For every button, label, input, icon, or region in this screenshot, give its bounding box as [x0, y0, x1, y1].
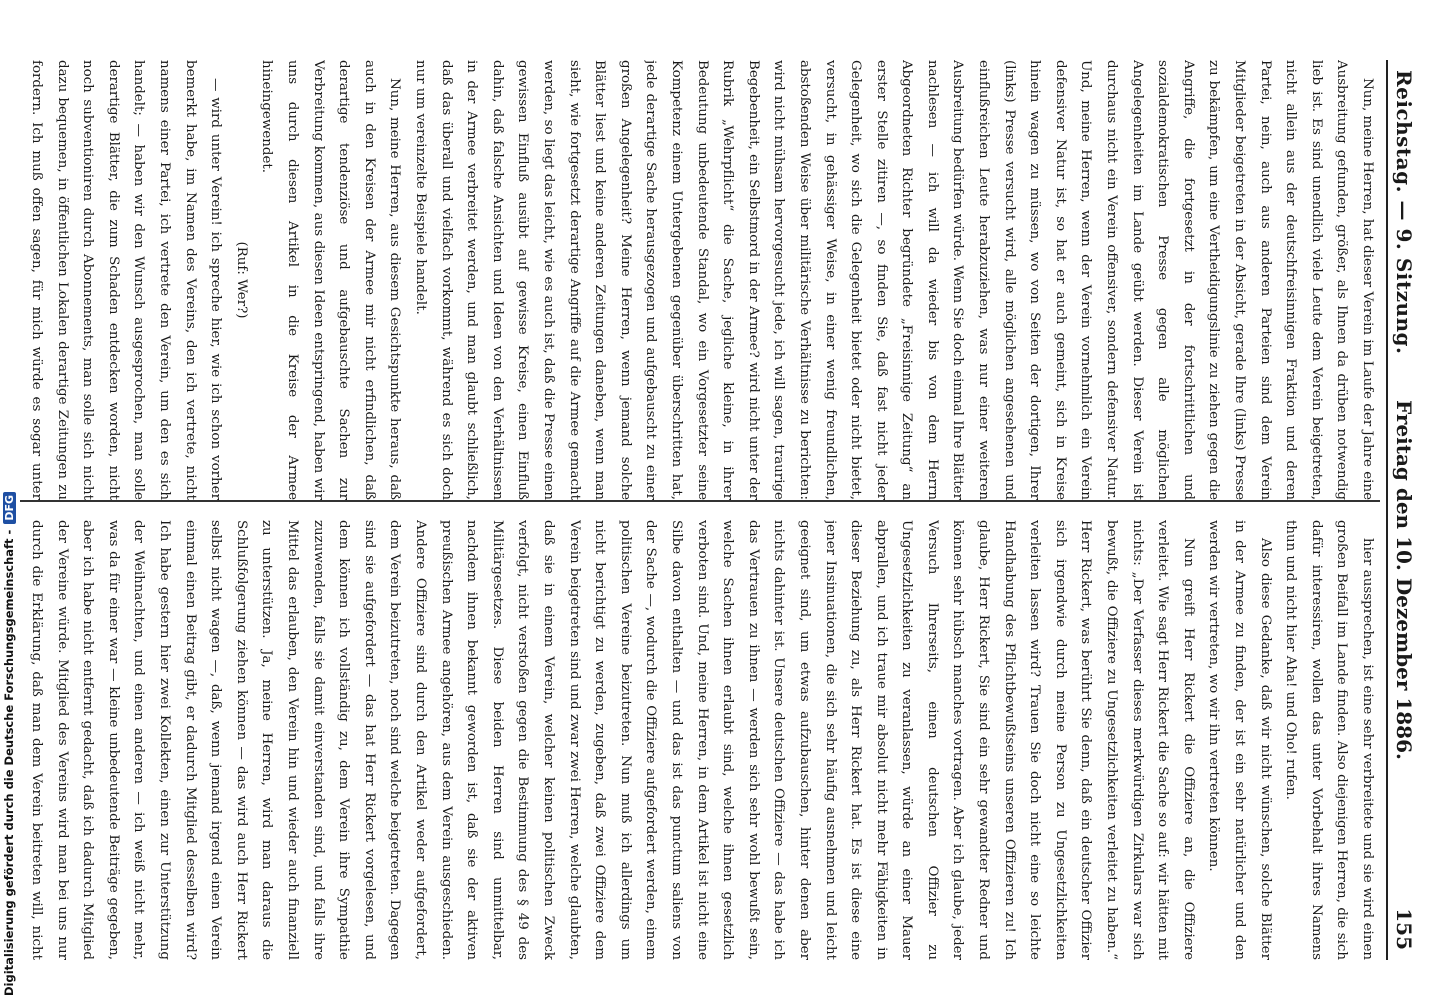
header-date: Freitag den 10. Dezember 1886. [1392, 400, 1416, 760]
credit-text: Digitalisierung gefördert durch die Deutsche Forschungsgemeinschaft - [2, 529, 16, 996]
dfg-logo: DFG [3, 492, 16, 524]
paragraph: — wird unter Verein! ich spreche hier, wie ich schon vorher bemerkt habe, im Namen des Vereins, den ich vertrete, nicht namens einer Partei, ich vertrete den Verein, um den es sich handelt; — haben wir den Wunsch ausgesprochen, man solle derartige Blätter, die zum Schaden entdecken worden, nicht noch subventioniren durch Abonnements, man solle sich nicht dazu bequemen, in öffentlichen Lokalen derartige Zeitungen zu fordern. Ich muß offen sagen, für mich würde es sogar unter [29, 60, 224, 500]
right-column [20, 520, 1380, 960]
header-session: Reichstag. — 9. Sitzung. [1392, 70, 1416, 355]
paragraph: Nun, meine Herren, hat dieser Verein im Laufe der Jahre eine Ausbreitung gefunden, größer, als Ihnen da drüben notwendig lieb ist. Es sind unendlich viele Leute dem Verein beigetreten, nicht allein aus der deutschfreisinnigen Fraktion und deren Partei, nein, auch aus anderen Parteien sind dem Verein Mitglieder beigetreten in der Absicht, gerade Ihre (links) Presse zu bekämpfen, um eine Vertheidigungslinie zu ziehen gegen die Angriffe, die fortgesetzt in der fortschrittlichen und sozialdemokratischen Presse gegen alle möglichen Angelegenheiten im Lande geübt werden. Dieser Verein ist durchaus nicht ein Verein offensiver, sondern defensiver Natur. Und, meine Herren, wenn der Verein vornehmlich ein Verein defensiver Natur ist, so hat er auch gemeint, sich in Kreise hinein wagen zu müssen, wo von Seiten der dortigen, Ihrer (links) Presse versucht wird, alle möglichen angesehenen und einflußreichen Leute herabzuziehen, was nur einer weiteren Ausbreitung bedürfen würde. Wenn Sie doch einmal Ihre Blätter nachlesen — ich will da wieder bis von dem Herrn Abgeordneten Richter begründete „Freisinnige Zeitung“ an erster Stelle zitiren —, so finden Sie, daß fast nicht jeder Gelegenheit, wo sich die Gelegenheit bietet oder nicht bietet, versucht, in gehässiger Weise, in einer wenig freundlichen, abstoßenden Weise über militärische Verhältnisse zu berichten: wird nicht mühsam hervorgesucht jede, ich will sagen, traurige Begebenheit, ein Selbstmord in der Armee? wird nicht unter der Rubrik „Wehrpflicht“ die Sache, jegliche kleine, in ihrer Bedeutung unbedeutende Standal, wo ein Vorgesetzter seine Kompetenz einem Untergebenen gegenüber überschritten hat, jede derartige Sache herausgezogen und aufgebauscht zu einer großen Angelegenheit? Meine Herren, wenn jemand solche Blätter liest und keine anderen Zeitungen daneben, wenn man sieht, wie fortgesetzt derartige Angriffe auf die Armee gemacht werden, so liegt das leicht, wie es auch ist, daß die Presse einen gewissen Einfluß ausübt auf gewisse Kreise, einen Einfluß dahin, daß falsche Ansichten und Ideen von den Verhältnissen in der Armee verbreitet werden, und man glaubt schließlich, daß das überall und vielfach vorkommt, während es sich doch nur um vereinzelte Beispiele handelt. [413, 60, 1375, 500]
paragraph: hier aussprechen, ist eine sehr verbreitete und sie wird einen großen Beifall im Lande finden. Also diejenigen Herren, die sich dafür interessiren, wollen das unter Vorbehalt ihres Namens thun und nicht hier Aha! und Oho! rufen. [1283, 520, 1375, 960]
paragraph: Also diese Gedanke, daß wir nicht wünschen, solche Blätter in der Armee zu finden, der ist ein sehr natürlicher und den werden wir vertreten, wo wir ihn vertreten können. [1206, 520, 1273, 960]
page-header [1390, 70, 1420, 950]
paragraph: Nun greift Herr Rickert die Offiziere an, die Offiziere verleitet. Wie sagt Herr Rickert die Sache so auf: wir hätten mit nichts: „Der Verfasser dieses merkwürdigen Zirkulars war sich bewußt, die Offiziere zu Ungesetzlichkeiten verleitet zu haben.“ Herr Rickert, was berührt Sie denn, daß ein deutscher Offizier sich irgendwie durch meine Person zu Ungesetzlichkeiten verleiten lassen wird? Trauen Sie doch nicht eine so leichte Handhabung des Pflichtbewußtseins unseren Offizieren zu! Ich glaube, Herr Rickert, Sie sind ein sehr gewandter Redner und können sehr hübsch manches vortragen. Aber ich glaube, jeder Versuch Ihrerseits, einen deutschen Offizier zu Ungesetzlichkeiten zu veranlassen, würde an einer Mauer abprallen, und ich traue mir absolut nicht mehr Fähigkeiten in dieser Beziehung zu, als Herr Rickert hat. Es ist diese eine jener Insinuationen, die sich sehr häufig ausnehmen und leicht geeignet sind, um etwas aufzubauschen, hinter denen aber nichts dahinter ist. Unsere deutschen Offiziere — das habe ich das Vertrauen zu ihnen — werden sich sehr wohl bewußt sein, welche Sachen ihnen erlaubt sind, welche ihnen gesetzlich verboten sind. Und, meine Herren, in dem Artikel ist nicht eine Silbe davon enthalten — und das ist das punctum saliens von der Sache —, wodurch die Offiziere aufgefordert werden, einem politischen Vereine beizutreten. Nun muß ich allerdings um nicht berichtigt zu werden, zugeben, daß zwei Offiziere dem Verein beigetreten sind und zwar zwei Herren, welche glaubten, daß sie in einem Verein, welcher keinen politischen Zweck verfolgt, nicht verstoßen gegen die Bestimmung des § 49 des Militärgesetzes. Diese beiden Herren sind unmittelbar, nachdem ihnen bekannt geworden ist, daß sie der aktiven preußischen Armee angehören, aus dem Verein ausgeschieden. Andere Offiziere sind durch den Artikel weder aufgefordert, dem Verein beizutreten, noch sind welche beigetreten. Dagegen sind sie aufgefordert — das hat Herr Rickert vorgelesen, und dem können ich vollständig zu, dem Verein ihre Sympathie zuzuwenden, falls sie damit einverstanden sind, und falls ihre Mittel das erlauben, den Verein hin und wieder auch finanziell zu unterstützen. Ja, meine Herren, wird man daraus die Schlußfolgerung ziehen können — das wird auch Herr Rickert selbst nicht wagen —, daß, wenn jemand irgend einen Verein einmal einen Beitrag gibt, er dadurch Mitglied desselben wird? Ich habe gestern hier zwei Kollekten, einen zur Unterstützung der Weihnachten, und einen anderen — ich weiß nicht mehr, was da für einer war — kleine unbedeutende Beiträge gegeben, aber ich habe nicht entfernt gedacht, daß ich dadurch Mitglied der Vereine würde. Mitglied des Vereins wird man bei uns nur durch die Erklärung, daß man dem Verein beitreten will, nicht [29, 520, 1196, 960]
left-column [20, 60, 1380, 500]
paragraph: (Ruf: Wer?) [233, 241, 249, 319]
page-number: 155 [1392, 908, 1416, 950]
header-rule [1386, 60, 1388, 960]
column-divider [20, 500, 1380, 502]
paragraph: Nun, meine Herren, aus diesem Gesichtspunkte heraus, daß auch in den Kreisen der Armee mir nicht erfindlichen, daß derartige tendenziöse und aufgebauschte Sachen zur Verbreitung kommen, aus diesen Ideen entspringend, haben wir uns durch diesen Artikel in die Kreise der Armee hineingewendet. [259, 60, 403, 500]
